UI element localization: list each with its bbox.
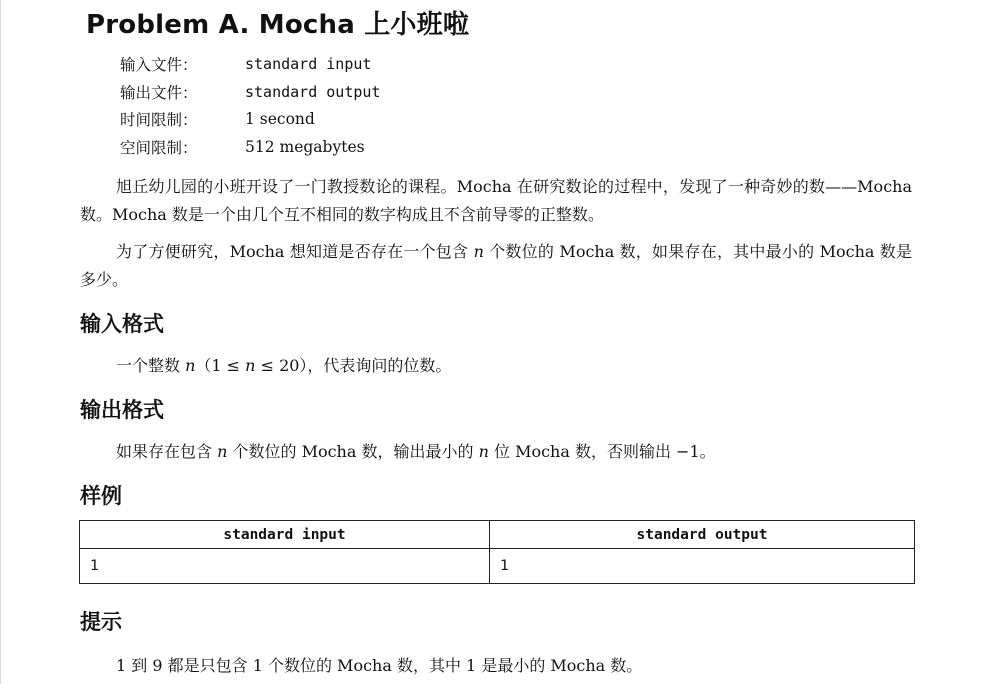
meta-value: 1 second bbox=[245, 110, 315, 129]
meta-key: 输入文件： bbox=[120, 55, 198, 74]
input-format-heading: 输入格式 bbox=[80, 312, 164, 336]
meta-row-input-file bbox=[120, 50, 380, 78]
statement-paragraph-2 bbox=[80, 238, 912, 294]
input-format-text bbox=[116, 353, 451, 376]
sample-output-header: standard output bbox=[490, 521, 914, 549]
meta-value: 512 megabytes bbox=[245, 138, 365, 157]
meta-row-time-limit bbox=[120, 106, 380, 134]
text-fragment: ≤ 20），代表询问的位数。 bbox=[255, 356, 452, 375]
output-format-text bbox=[116, 439, 716, 462]
problem-meta-table bbox=[120, 50, 380, 161]
text-fragment: 个数位的 Mocha 数，输出最小的 bbox=[227, 442, 479, 461]
statement-paragraph-1: 旭丘幼儿园的小班开设了一门教授数论的课程。Mocha 在研究数论的过程中，发现了一种奇妙的数——Mocha 数。Mocha 数是一个由几个互不相同的数字构成且不含前导零的正整数。 bbox=[80, 177, 912, 224]
meta-value: standard input bbox=[245, 54, 372, 73]
meta-row-output-file bbox=[120, 78, 380, 106]
meta-value: standard output bbox=[245, 82, 381, 101]
meta-key: 时间限制： bbox=[120, 111, 198, 130]
meta-row-memory-limit bbox=[120, 133, 380, 161]
meta-key: 输出文件： bbox=[120, 83, 198, 102]
output-format-heading: 输出格式 bbox=[80, 398, 164, 422]
sample-table bbox=[79, 520, 915, 584]
note-text: 1 到 9 都是只包含 1 个数位的 Mocha 数，其中 1 是最小的 Mocha 数。 bbox=[116, 656, 643, 675]
math-variable: n bbox=[217, 442, 228, 461]
math-variable: n bbox=[245, 356, 256, 375]
problem-title: Problem A. Mocha 上小班啦 bbox=[86, 10, 470, 40]
statement-text: 为了方便研究，Mocha 想知道是否存在一个包含 bbox=[116, 242, 474, 261]
sample-output-column bbox=[490, 521, 914, 583]
meta-key: 空间限制： bbox=[120, 139, 198, 158]
page-edge-rule bbox=[0, 0, 1, 684]
sample-input-header: standard input bbox=[80, 521, 489, 549]
sample-output-value: 1 bbox=[500, 558, 509, 574]
note-heading: 提示 bbox=[80, 610, 122, 634]
text-fragment: 位 Mocha 数，否则输出 −1。 bbox=[488, 442, 716, 461]
text-fragment: 如果存在包含 bbox=[116, 442, 218, 461]
sample-input-value: 1 bbox=[90, 558, 99, 574]
statement-text: 个数位的 Mocha 数，如果存在，其中最小的 Mocha 数是多少。 bbox=[80, 242, 912, 289]
text-fragment: （1 ≤ bbox=[195, 356, 246, 375]
math-variable: n bbox=[478, 442, 489, 461]
text-fragment: 一个整数 bbox=[116, 356, 186, 375]
sample-input-column bbox=[80, 521, 490, 583]
math-variable: n bbox=[185, 356, 196, 375]
math-variable: n bbox=[473, 242, 484, 261]
example-heading: 样例 bbox=[80, 484, 122, 508]
